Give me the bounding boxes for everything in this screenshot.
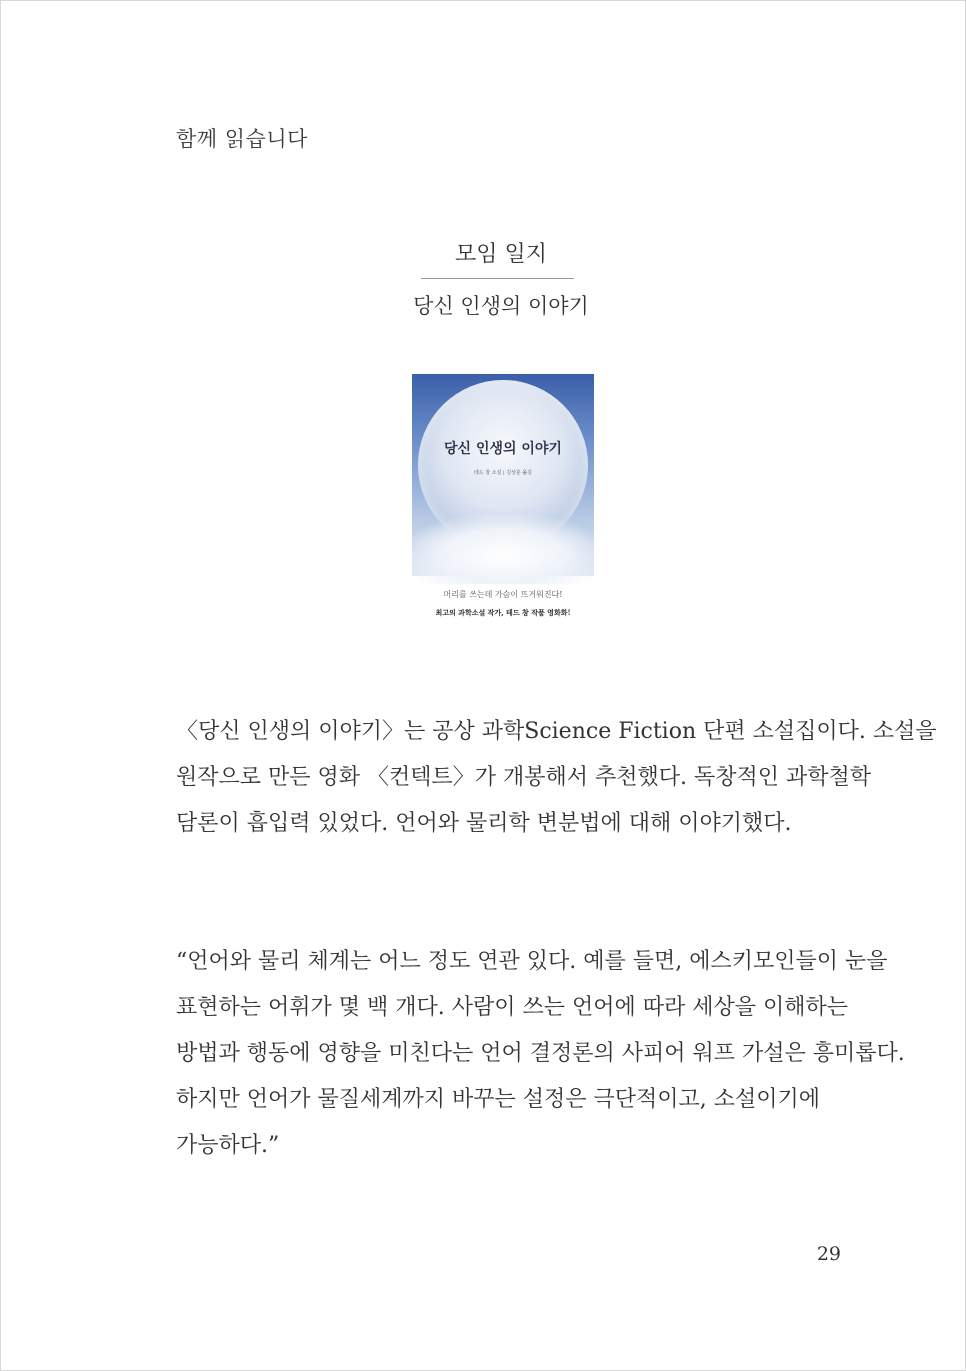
section-title: 모임 일지 xyxy=(454,242,547,267)
page-number: 29 xyxy=(816,1243,841,1265)
cover-clouds xyxy=(412,514,594,584)
paragraph-line: 담론이 흡입력 있었다. 언어와 물리학 변분법에 대해 이야기했다. xyxy=(176,811,792,836)
cover-author: 테드 창 소설 | 김상훈 옮김 xyxy=(474,470,532,476)
paragraph-line: 방법과 행동에 영향을 미친다는 언어 결정론의 사피어 워프 가설은 흥미롭다. xyxy=(176,1041,905,1066)
title-divider xyxy=(421,278,574,279)
quote-paragraph xyxy=(176,939,905,1169)
paragraph-line: 표현하는 어휘가 몇 백 개다. 사람이 쓰는 언어에 따라 세상을 이해하는 xyxy=(176,995,848,1020)
paragraph-line: “언어와 물리 체계는 어느 정도 연관 있다. 예를 들면, 에스키모인들이 눈을 xyxy=(176,949,888,974)
body-paragraph xyxy=(176,709,937,847)
section-subtitle: 당신 인생의 이야기 xyxy=(413,294,589,318)
paragraph-line: 원작으로 만든 영화 〈컨텍트〉가 개봉해서 추천했다. 독창적인 과학철학 xyxy=(176,765,872,790)
paragraph-line: 〈당신 인생의 이야기〉는 공상 과학Science Fiction 단편 소설집이다. 소설을 xyxy=(176,719,937,744)
paragraph-line: 하지만 언어가 물질세계까지 바꾸는 설정은 극단적이고, 소설이기에 xyxy=(176,1087,821,1112)
cover-tagline-bold: 최고의 과학소설 작가, 테드 창 작품 영화화! xyxy=(435,608,571,617)
paragraph-line: 가능하다.” xyxy=(176,1133,280,1158)
cover-tagline: 머리를 쓰는데 가슴이 뜨거워진다! xyxy=(443,590,563,599)
running-header: 함께 읽습니다 xyxy=(176,127,308,151)
cover-title: 당신 인생의 이야기 xyxy=(444,441,562,457)
book-cover-image xyxy=(412,374,594,624)
